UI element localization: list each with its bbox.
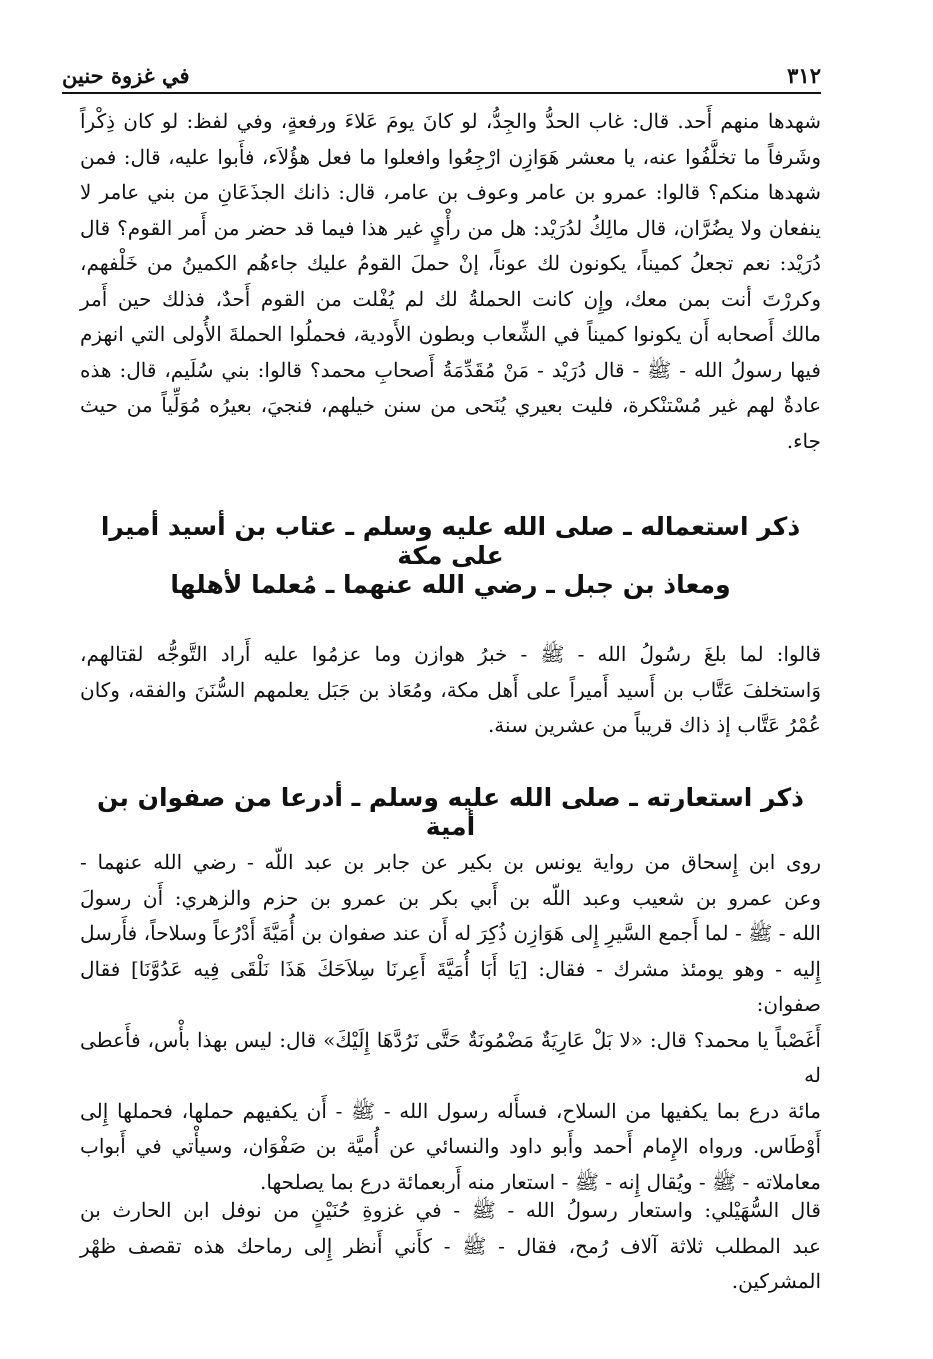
text-line: وعن عمرو بن شعيب وعبد اللّه بن أَبي بكر بن عمرو بن حزم والزهري: أَن رسولَ bbox=[80, 885, 821, 910]
paragraph-safwan-armor bbox=[80, 845, 821, 1200]
text-line: وكررْتَ أنت بمن معك، وإِن كانت الحملةُ لك لم يُفْلت من القوم أَحدٌ، فذلك حين أَمر bbox=[80, 286, 821, 311]
text-line: عُمْرُ عَتَّاب إذ ذاك قريباً من عشرين سنة. bbox=[487, 713, 821, 737]
text-line: الله - ﷺ - لما أَجمع السَّيرِ إِلى هَوَازِن ذُكِرَ له أَن عند صفوان بن أُمَيَّةَ أَدْرُعاً وسلاحاً، فأَرسل bbox=[80, 921, 821, 945]
text-line: أَغَصْباً يا محمد؟ قال: «لا بَلْ عَارِيَةٌ مَضْمُونَةٌ حَتَّى نَرُدَّهَا إِلَيْكَ» قال: ليس بهذا بأْس، فأَعطى له bbox=[80, 1027, 821, 1087]
text-line: دُرَيْد: نعم تجعلُ كميناً، يكونون لك عوناً، إنْ حملَ القومُ عليك جاءهُم الكمينُ من خَلْفهم، bbox=[80, 251, 821, 275]
section-heading-attab-line1: ذكر استعماله ـ صلى الله عليه وسلم ـ عتاب بن أسيد أميرا على مكة bbox=[100, 512, 801, 570]
text-line: معاملاته - ﷺ - ويُقال إِنه - ﷺ - استعار منه أَربعمائة درع بما يصلحها. bbox=[260, 1169, 821, 1194]
paragraph-suhayli-spears bbox=[80, 1193, 821, 1300]
text-line: وشَرفاً ما تخلَّفُوا عنه، يا معشر هَوَازِن ارْجِعُوا وافعلوا ما فعل هؤُلاَء، فأَبوا عليه، قال: فمن bbox=[80, 144, 821, 169]
text-line: مائة درع بما يكفيها من السلاح، فسأَله رسول الله - ﷺ - أَن يكفيهم حملها، فحملها إِلى bbox=[80, 1098, 821, 1123]
text-line: عادةٌ لهم غير مُسْتنْكرة، فليت بعيري يُنَحى من سنن خيلهم، فنجيَ، بعيرُه مُوَلِّياً من حيث جاء. bbox=[80, 393, 821, 453]
text-line: عبد المطلب ثلاثة آلاف رُمح، فقال - ﷺ - كأَني أَنظر إِلى رماحك هذه تقصف ظهْر bbox=[80, 1233, 821, 1258]
text-line: قال السُّهَيْلي: واستعار رسولُ الله - ﷺ - في غزوةِ حُنَيْنٍ من نوفل ابن الحارث بن bbox=[80, 1198, 821, 1222]
text-line: شهدها منكم؟ قالوا: عمرو بن عامر وعوف بن عامر، قال: ذانك الجذَعَانِ من بني عامر لا bbox=[80, 180, 821, 204]
paragraph-attab-appointment bbox=[80, 637, 821, 744]
text-line: إِليه - وهو يومئذ مشرك - فقال: [يَا أَبَا أُمَيَّةَ أَعِرنَا سِلاَحَكَ هَذَا نَلْقَى فِيه عَدُوَّنَا] فقال صفوان: bbox=[80, 956, 821, 1016]
section-heading-attab-line2: ومعاذ بن جبل ـ رضي الله عنهما ـ مُعلما لأهلها bbox=[170, 570, 731, 599]
text-line: مالك أَصحابه أَن يكونوا كميناً في الشِّعاب وبطون الأَودية، فحملُوا الحملةَ الأُولى التي انهزم bbox=[80, 322, 821, 346]
text-line: روى ابن إِسحاق من رواية يونس بن بكير عن جابر بن عبد اللّه - رضي الله عنهما - bbox=[80, 850, 821, 874]
text-line: المشركين. bbox=[731, 1269, 821, 1293]
text-line: فيها رسولُ الله - ﷺ - قال دُرَيْد - مَنْ مُقَدِّمَةُ أَصحابِ محمد؟ قالوا: بني سُلَيم، قال: هذه bbox=[80, 357, 821, 382]
page-number: ٣١٢ bbox=[787, 63, 821, 88]
paragraph-hunayn-battle bbox=[80, 104, 821, 459]
text-line: شهدها منهم أَحد. قال: غاب الحدُّ والجِدُّ، لو كانَ يومَ عَلاءَ ورفعةٍ، وفي لفظ: لو كان ذِكْراً bbox=[80, 109, 821, 133]
text-line: ينفعان ولا يضُرَّان، قال مالِكُ لدُرَيْد: هل من رأْيٍ غير هذا فيما قد حضر من أَمر القوم؟ قال bbox=[80, 215, 821, 240]
header-rule bbox=[62, 92, 821, 94]
text-line: وَاستخلفَ عَتَّاب بن أَسيد أَميراً على أَهل مكة، ومُعَاذ بن جَبَل يعلمهم السُّنَنَ والفقه، وكان bbox=[80, 677, 821, 702]
text-line: قالوا: لما بلغَ رسُولُ الله - ﷺ - خبرُ هوازن وما عزمُوا عليه أَراد التَّوجُّه لقتالهم، bbox=[80, 642, 821, 666]
text-line: أَوْطَاس. ورواه الإِمام أَحمد وأَبو داود والنسائي عن أُميَّة بن صَفْوَان، وسيأْتي في أَبواب bbox=[80, 1134, 821, 1158]
running-title: في غزوة حنين bbox=[62, 63, 190, 88]
section-heading-armor-loan: ذكر استعارته ـ صلى الله عليه وسلم ـ أدرعا من صفوان بن أمية bbox=[97, 783, 804, 841]
running-header bbox=[62, 54, 821, 88]
